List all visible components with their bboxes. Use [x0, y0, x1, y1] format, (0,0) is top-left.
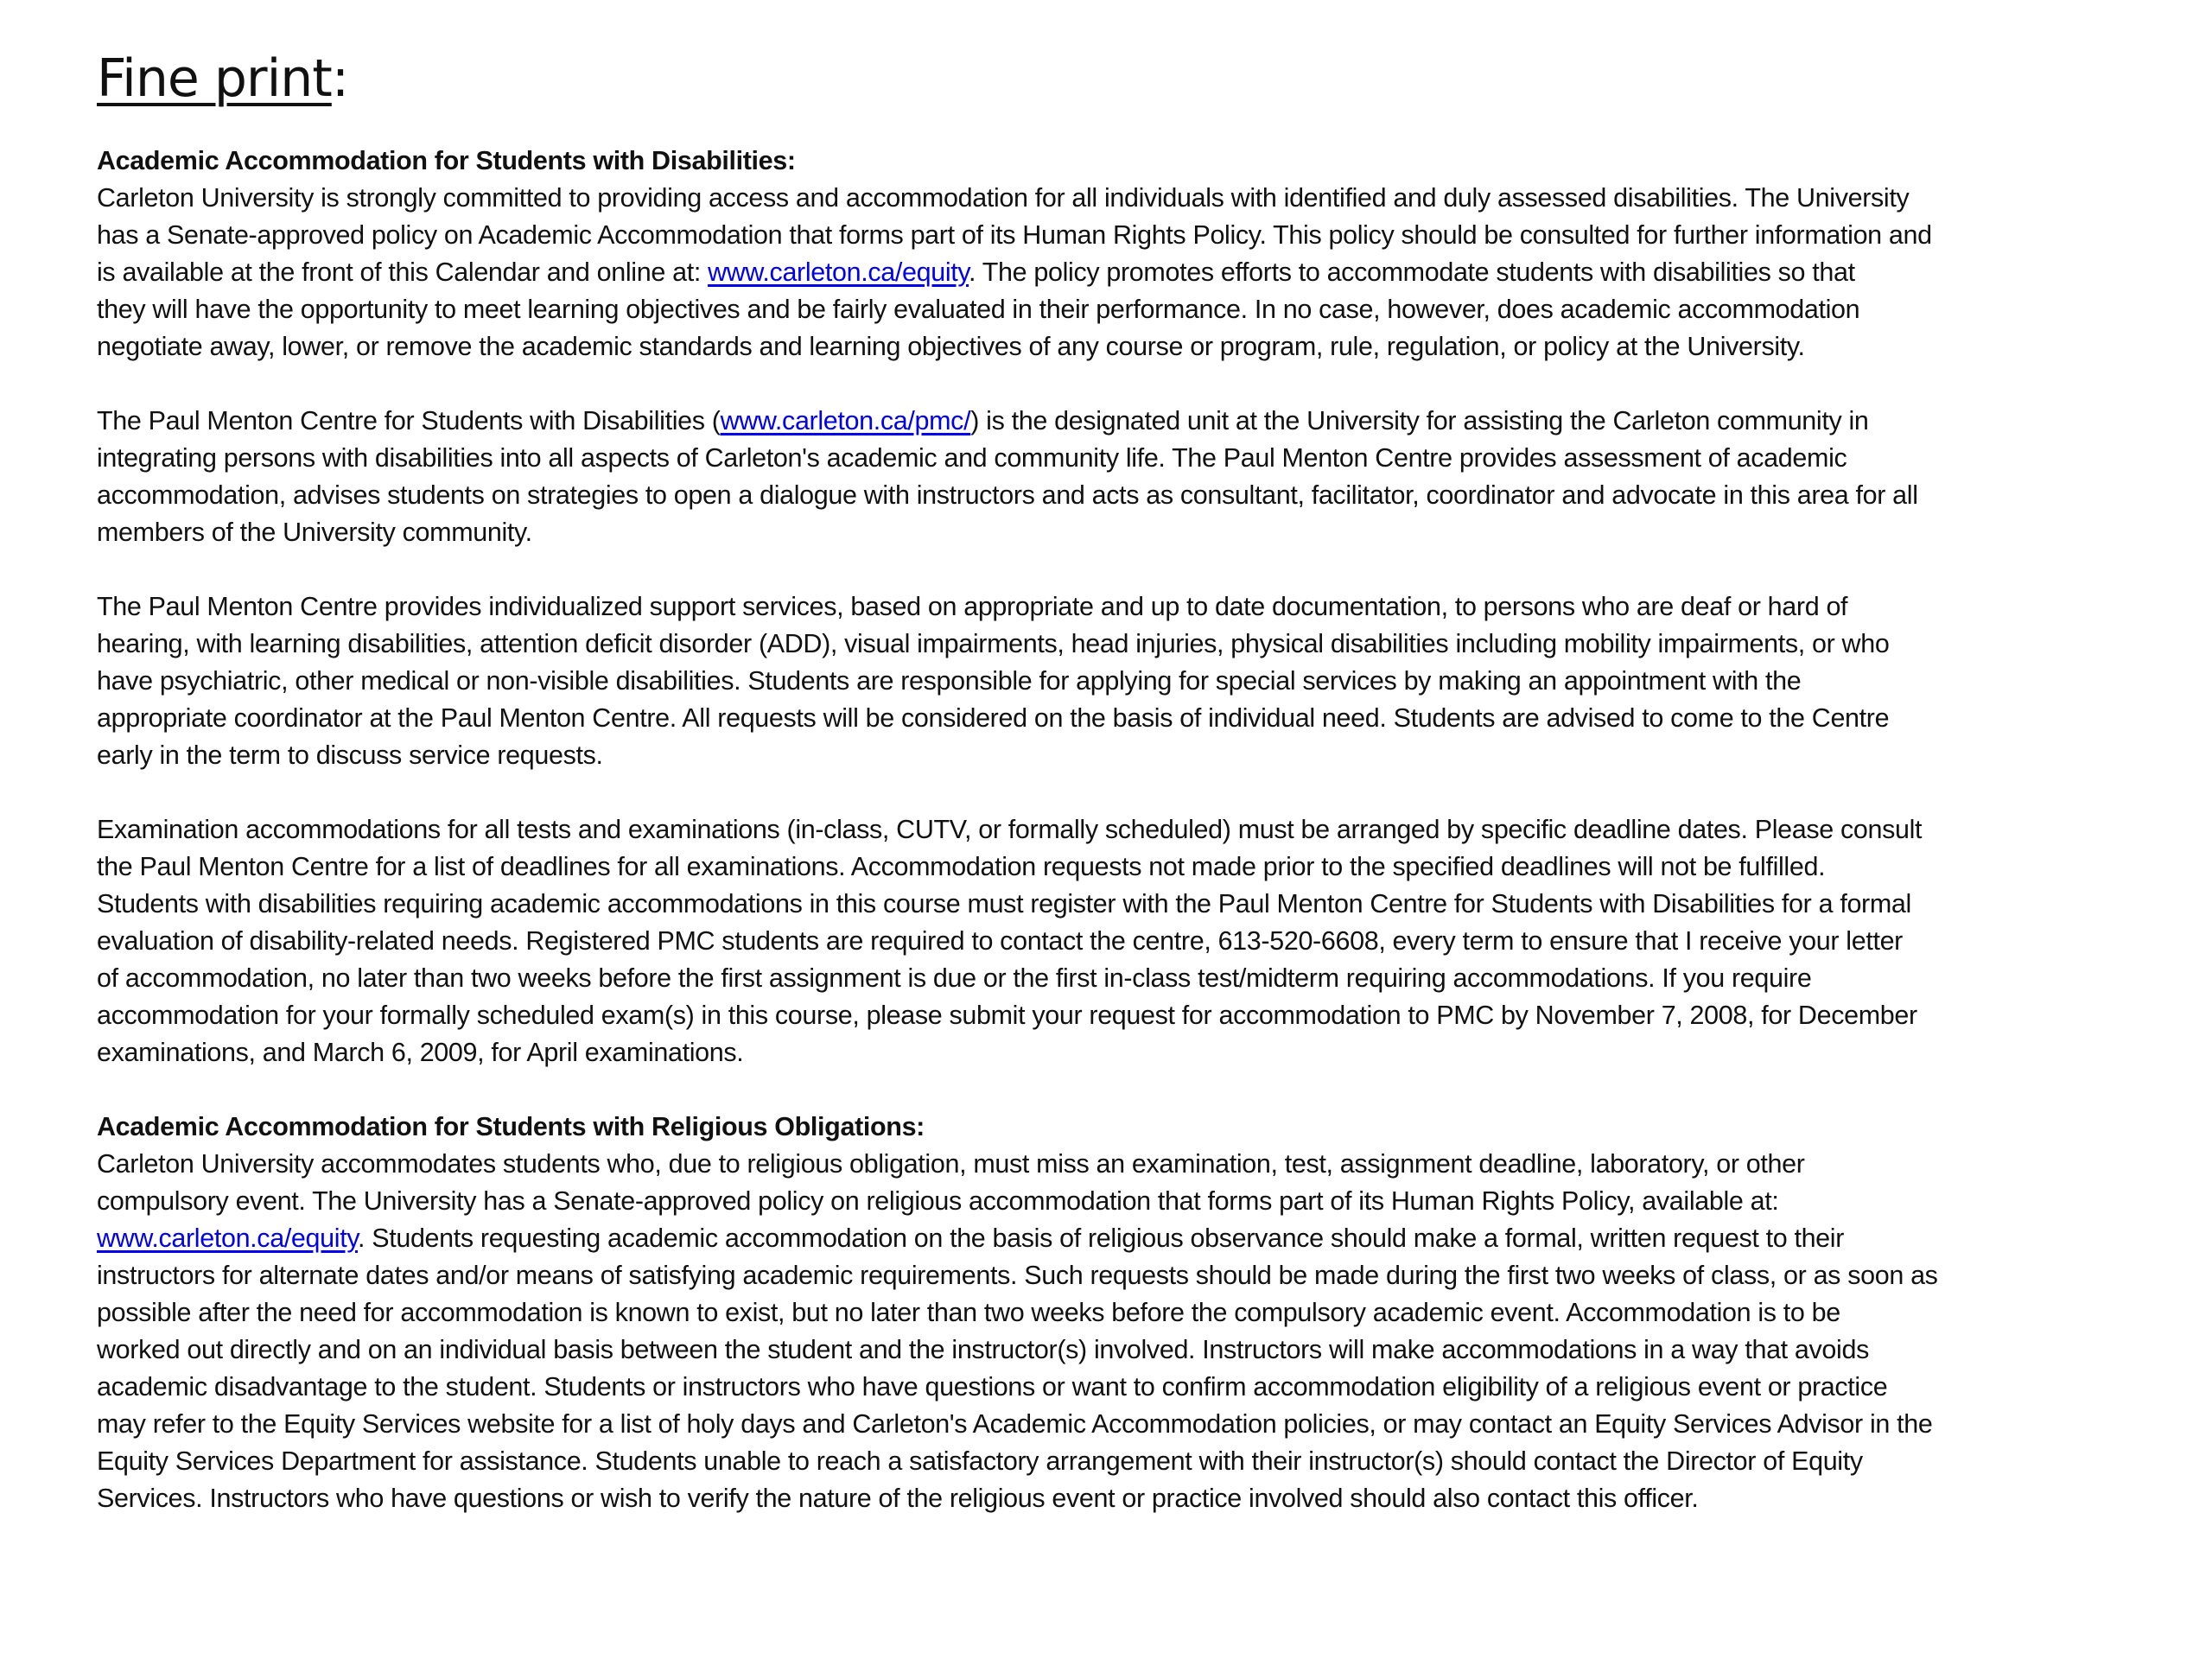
paragraph-policy-line — [97, 254, 1855, 291]
paragraph-religious-line: instructors for alternate dates and/or means of satisfying academic requirements. Such requests should be made during the first two weeks of class, or as soon as — [97, 1261, 1938, 1290]
hyperlink[interactable]: www.carleton.ca/pmc/ — [720, 406, 971, 435]
paragraph-support-services-line: early in the term to discuss service requests. — [97, 741, 603, 770]
paragraph-examinations-line: the Paul Menton Centre for a list of deadlines for all examinations. Accommodation requests not made prior to the specified deadlines will not be fulfilled. — [97, 852, 1826, 881]
paragraph-examinations-line: Examination accommodations for all tests and examinations (in-class, CUTV, or formally scheduled) must be arranged by specific deadline dates. Please consult — [97, 815, 1923, 844]
text-segment: is available at the front of this Calendar and online at: — [97, 257, 709, 287]
paragraph-religious-line: academic disadvantage to the student. Students or instructors who have questions or want to confirm accommodation eligibility of a religious event or practice — [97, 1372, 1888, 1402]
paragraph-examinations-line: accommodation for your formally scheduled exam(s) in this course, please submit your request for accommodation to PMC by November 7, 2008, for December — [97, 1001, 1917, 1030]
paragraph-policy-line: negotiate away, lower, or remove the academic standards and learning objectives of any course or program, rule, regulation, or policy at the University. — [97, 332, 1805, 361]
paragraph-religious-line: may refer to the Equity Services website for a list of holy days and Carleton's Academic Accommodation policies, or may contact an Equity Services Advisor in the — [97, 1409, 1933, 1439]
paragraph-religious-line: Equity Services Department for assistance. Students unable to reach a satisfactory arrangement with their instructor(s) should contact the Director of Equity — [97, 1446, 1863, 1476]
paragraph-policy-line: Carleton University is strongly committed to providing access and accommodation for all individuals with identified and duly assessed disabilities. The University — [97, 183, 1910, 213]
paragraph-pmc-line: integrating persons with disabilities into all aspects of Carleton's academic and community life. The Paul Menton Centre provides assessment of academic — [97, 443, 1847, 473]
paragraph-support-services-line: have psychiatric, other medical or non-visible disabilities. Students are responsible for applying for special services by making an appointment with the — [97, 666, 1802, 696]
text-segment: . The policy promotes efforts to accommodate students with disabilities so that — [969, 257, 1855, 287]
paragraph-examinations-line: of accommodation, no later than two weeks before the first assignment is due or the first in-class test/midterm requiring accommodations. If you require — [97, 963, 1812, 993]
paragraph-policy-line: has a Senate-approved policy on Academic Accommodation that forms part of its Human Rights Policy. This policy should be consulted for further information and — [97, 220, 1932, 250]
paragraph-support-services-line: hearing, with learning disabilities, attention deficit disorder (ADD), visual impairments, head injuries, physical disabilities including mobility impairments, or who — [97, 629, 1890, 658]
paragraph-religious-line: Services. Instructors who have questions or wish to verify the nature of the religious event or practice involved should also contact this officer. — [97, 1484, 1699, 1513]
paragraph-religious-line: worked out directly and on an individual basis between the student and the instructor(s) involved. Instructors will make accommodations in a way that avoids — [97, 1335, 1869, 1364]
paragraph-support-services-line: The Paul Menton Centre provides individualized support services, based on appropriate and up to date documentation, to persons who are deaf or hard of — [97, 592, 1848, 621]
paragraph-policy-line: they will have the opportunity to meet learning objectives and be fairly evaluated in their performance. In no case, however, does academic accommodation — [97, 295, 1860, 324]
paragraph-religious-line — [97, 1220, 1844, 1257]
paragraph-pmc-line: members of the University community. — [97, 518, 532, 547]
paragraph-support-services-line: appropriate coordinator at the Paul Menton Centre. All requests will be considered on the basis of individual need. Students are advised to come to the Centre — [97, 703, 1890, 733]
page-title — [97, 48, 348, 109]
text-segment: ) is the designated unit at the University for assisting the Carleton community in — [970, 406, 1869, 435]
page-title-colon: : — [331, 48, 349, 109]
paragraph-religious-line: Carleton University accommodates students who, due to religious obligation, must miss an examination, test, assignment deadline, laboratory, or other — [97, 1149, 1805, 1179]
text-segment: . Students requesting academic accommodation on the basis of religious observance should make a formal, written request to their — [357, 1224, 1845, 1253]
hyperlink[interactable]: www.carleton.ca/equity — [708, 257, 969, 287]
paragraph-examinations-line: examinations, and March 6, 2009, for April examinations. — [97, 1038, 744, 1067]
hyperlink[interactable]: www.carleton.ca/equity — [97, 1224, 358, 1253]
paragraph-pmc-line — [97, 403, 1869, 440]
text-segment: The Paul Menton Centre for Students with Disabilities ( — [97, 406, 721, 435]
paragraph-religious-line: possible after the need for accommodation is known to exist, but no later than two weeks before the compulsory academic event. Accommodation is to be — [97, 1298, 1840, 1327]
paragraph-pmc-line: accommodation, advises students on strategies to open a dialogue with instructors and acts as consultant, facilitator, coordinator and advocate in this area for all — [97, 480, 1918, 510]
paragraph-religious-line: compulsory event. The University has a Senate-approved policy on religious accommodation that forms part of its Human Rights Policy, available at: — [97, 1186, 1779, 1216]
section-heading-disabilities: Academic Accommodation for Students with Disabilities: — [97, 146, 796, 175]
page-title-text: Fine print — [97, 48, 332, 109]
paragraph-examinations-line: Students with disabilities requiring academic accommodations in this course must register with the Paul Menton Centre for Students with Disabilities for a formal — [97, 889, 1911, 918]
paragraph-examinations-line: evaluation of disability-related needs. Registered PMC students are required to contact the centre, 613-520-6608, every term to ensure that I receive your letter — [97, 926, 1903, 956]
section-heading-religious: Academic Accommodation for Students with Religious Obligations: — [97, 1112, 925, 1141]
